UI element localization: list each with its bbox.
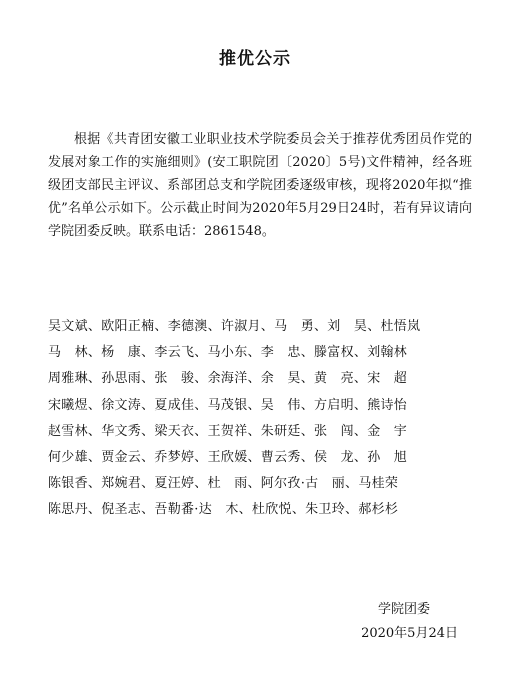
signature-date: 2020年5月24日 [361,626,458,641]
signature-org: 学院团委 [377,602,430,617]
name-list [48,314,478,524]
name-line: 周雅琳、孙思雨、张 骏、余海洋、余 昊、黄 亮、宋 超 [48,371,408,387]
notice-body: 根据《共青团安徽工业职业技术学院委员会关于推荐优秀团员作党的发展对象工作的实施细则》(安工职院团〔2020〕5号)文件精神，经各班级团支部民主评议、系部团总支和学院团委逐级审核，现将2020年拟“推优”名单公示如下。公示截止时间为2020年5月29日24时，若有异议请向学院团委反映。联系电话：2861548。 [48,132,472,239]
notice-title: 推优公示 [219,49,291,69]
name-line: 陈思丹、倪圣志、吾勒番·达 木、杜欣悦、朱卫玲、郝杉杉 [48,502,399,518]
name-line: 何少雄、贾金云、乔梦婷、王欣媛、曹云秀、侯 龙、孙 旭 [48,450,408,466]
name-line: 赵雪林、华文秀、梁天衣、王贺祥、朱研廷、张 闯、金 宇 [48,423,408,439]
signature-block [361,598,458,646]
name-line: 马 林、杨 康、李云飞、马小东、李 忠、滕富权、刘翰林 [48,345,408,361]
name-line: 吴文斌、欧阳正楠、李德澳、许淑月、马 勇、刘 昊、杜悟岚 [48,319,421,334]
name-line: 宋曦煜、徐文涛、夏成佳、马茂银、吴 伟、方启明、熊诗怡 [48,397,408,413]
name-line: 陈银香、郑婉君、夏汪婷、杜 雨、阿尔孜·古 丽、马桂荣 [48,476,399,492]
